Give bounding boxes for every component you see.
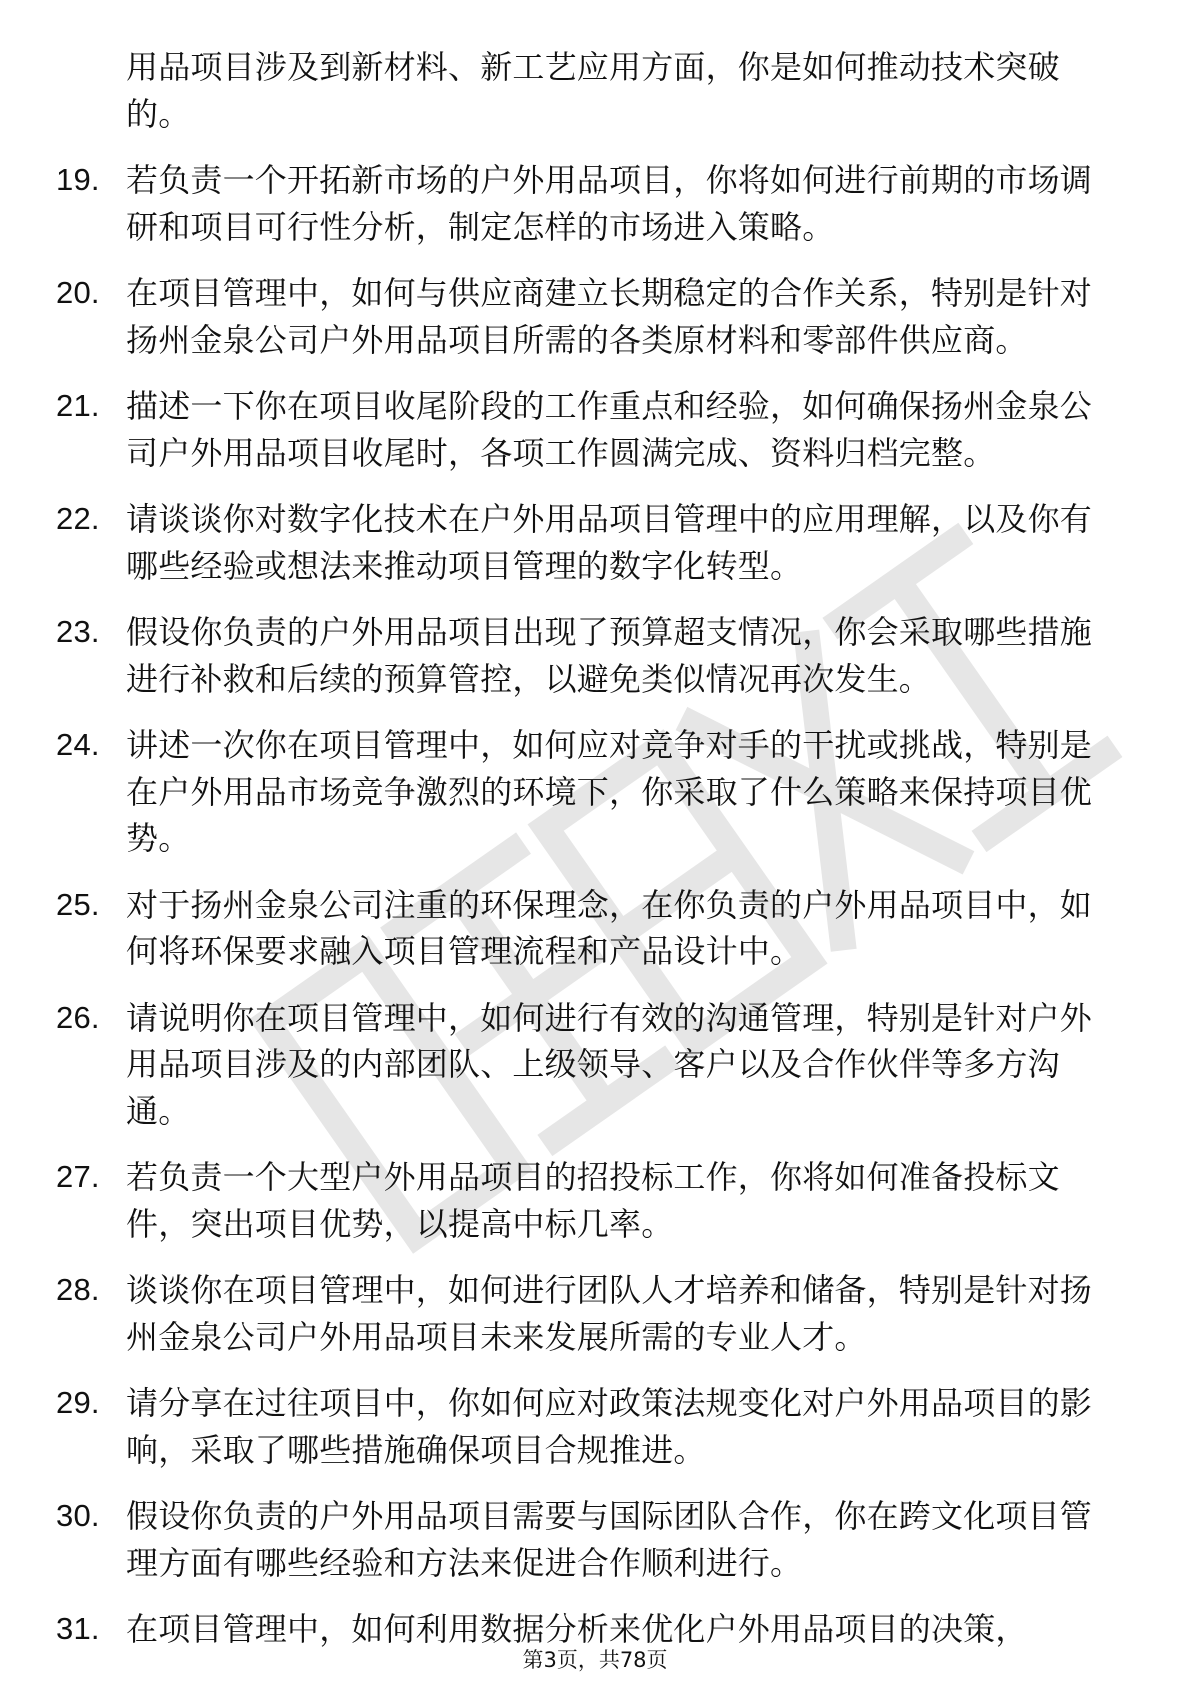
- question-text: 谈谈你在项目管理中，如何进行团队人才培养和储备，特别是针对扬州金泉公司户外用品项目未来发展所需的专业人才。: [126, 1271, 1093, 1356]
- question-number: 24.: [56, 727, 100, 762]
- question-text: 对于扬州金泉公司注重的环保理念，在你负责的户外用品项目中，如何将环保要求融入项目管理流程和产品设计中。: [126, 885, 1093, 970]
- question-text: 在项目管理中，如何利用数据分析来优化户外用品项目的决策，: [126, 1610, 1028, 1648]
- question-item: [0, 496, 1111, 589]
- question-item: [0, 609, 1111, 702]
- question-item: [0, 44, 1111, 137]
- page-number-footer: 第3页，共78页: [522, 1648, 668, 1672]
- question-number: 28.: [56, 1272, 100, 1307]
- question-item: [0, 270, 1111, 363]
- question-number: 21.: [56, 388, 100, 423]
- question-number: 25.: [56, 886, 100, 922]
- question-text: 请谈谈你对数字化技术在户外用品项目管理中的应用理解，以及你有哪些经验或想法来推动项目管理的数字化转型。: [126, 500, 1093, 585]
- question-item: [0, 1154, 1111, 1247]
- question-item: [0, 882, 1111, 975]
- question-text: 假设你负责的户外用品项目出现了预算超支情况，你会采取哪些措施进行补救和后续的预算管控，以避免类似情况再次发生。: [126, 613, 1093, 698]
- question-text: 若负责一个开拓新市场的户外用品项目，你将如何进行前期的市场调研和项目可行性分析，制定怎样的市场进入策略。: [126, 161, 1093, 246]
- question-text: 讲述一次你在项目管理中，如何应对竞争对手的干扰或挑战，特别是在户外用品市场竞争激烈的环境下，你采取了什么策略来保持项目优势。: [126, 726, 1093, 857]
- question-text: 描述一下你在项目收尾阶段的工作重点和经验，如何确保扬州金泉公司户外用品项目收尾时，各项工作圆满完成、资料归档完整。: [126, 387, 1093, 472]
- question-text: 请说明你在项目管理中，如何进行有效的沟通管理，特别是针对户外用品项目涉及的内部团队、上级领导、客户以及合作伙伴等多方沟通。: [126, 998, 1093, 1130]
- question-item: [0, 722, 1111, 862]
- question-text: 假设你负责的户外用品项目需要与国际团队合作，你在跨文化项目管理方面有哪些经验和方法来促进合作顺利进行。: [126, 1497, 1093, 1582]
- question-item: [0, 1380, 1111, 1473]
- question-number: 23.: [56, 614, 100, 649]
- question-item: [0, 1493, 1111, 1586]
- question-text: 用品项目涉及到新材料、新工艺应用方面，你是如何推动技术突破的。: [126, 48, 1060, 133]
- question-list: [0, 44, 1190, 1673]
- question-number: 20.: [56, 275, 100, 310]
- question-item: [0, 1267, 1111, 1360]
- question-number: 26.: [56, 999, 100, 1035]
- question-number: 27.: [56, 1159, 100, 1194]
- question-number: 19.: [56, 162, 100, 197]
- question-text: 若负责一个大型户外用品项目的招投标工作，你将如何准备投标文件，突出项目优势，以提高中标几率。: [126, 1158, 1060, 1243]
- question-item: [0, 383, 1111, 476]
- question-text: 在项目管理中，如何与供应商建立长期稳定的合作关系，特别是针对扬州金泉公司户外用品项目所需的各类原材料和零部件供应商。: [126, 274, 1093, 359]
- question-number: 30.: [56, 1498, 100, 1533]
- question-text: 请分享在过往项目中，你如何应对政策法规变化对户外用品项目的影响，采取了哪些措施确保项目合规推进。: [126, 1384, 1093, 1469]
- question-item: [0, 995, 1111, 1135]
- question-item: [0, 157, 1111, 250]
- question-number: 31.: [56, 1611, 100, 1646]
- question-number: 29.: [56, 1385, 100, 1420]
- question-number: 22.: [56, 501, 100, 536]
